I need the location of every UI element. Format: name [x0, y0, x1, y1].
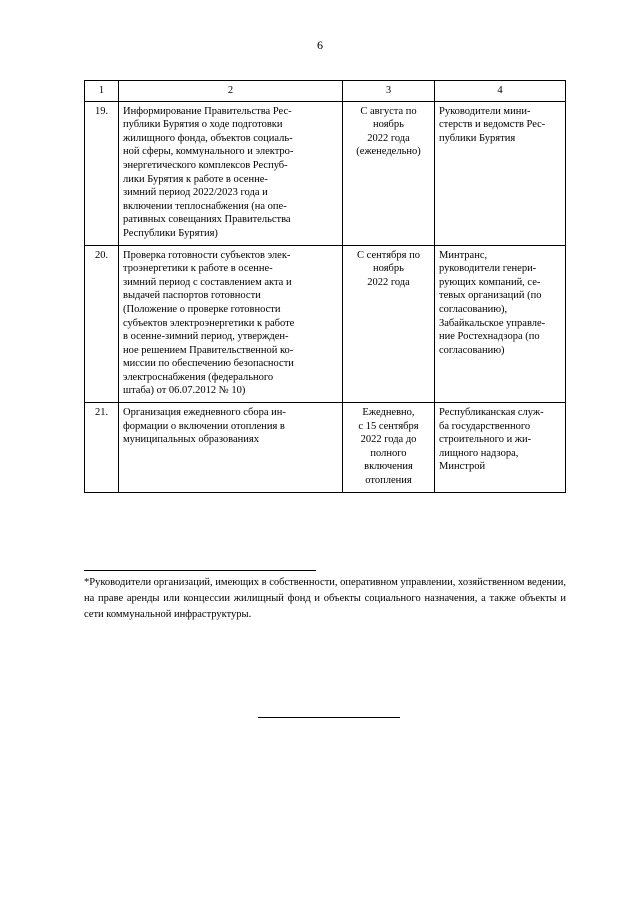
- term-line: (еженедельно): [356, 146, 421, 158]
- resp-line: руководители генери-: [439, 263, 537, 275]
- table-row: [85, 245, 566, 403]
- task-line: в осенне-зимний период, утвержден-: [123, 331, 289, 343]
- resp-line: ние Ростехнадзора (по: [439, 331, 540, 343]
- resp-line: Забайкальское управле-: [439, 317, 546, 329]
- task-line: Проверка готовности субъектов элек-: [123, 249, 291, 261]
- resp-line: согласованию),: [439, 303, 508, 315]
- term-line: 2022 года: [367, 132, 410, 144]
- term-line: включения: [364, 461, 413, 473]
- task-line: Республики Бурятия): [123, 227, 218, 239]
- task-line: жилищного фонда, объектов социаль-: [123, 132, 293, 144]
- task-line: ной сферы, коммунального и электро-: [123, 146, 294, 158]
- resp-line: публики Бурятия: [439, 132, 516, 144]
- resp-line: рующих компаний, се-: [439, 276, 541, 288]
- resp-line: тевых организаций (по: [439, 290, 542, 302]
- page-number: 6: [317, 38, 323, 52]
- header-col-2: 2: [119, 81, 343, 102]
- term-cell: [343, 245, 435, 403]
- row-number: 21.: [85, 403, 119, 493]
- resp-line: строительного и жи-: [439, 434, 532, 446]
- task-line: муниципальных образованиях: [123, 434, 259, 446]
- footnote: *Руководители организаций, имеющих в собственности, оперативном управлении, хозяйственном ведении, на праве аренды или концессии жилищный фонд и объекты социального назначения, а также объекты и сети коммунальной инфраструктуры.: [84, 577, 567, 620]
- task-line: выдачей паспортов готовности: [123, 290, 261, 302]
- plan-table: [84, 80, 566, 493]
- term-line: ноябрь: [373, 119, 404, 131]
- task-cell: [119, 245, 343, 403]
- task-line: ративных совещаниях Правительства: [123, 214, 291, 226]
- end-divider: [258, 717, 400, 718]
- task-cell: [119, 101, 343, 245]
- task-line: миссии по обеспечению безопасности: [123, 358, 294, 370]
- task-line: зимний период с составлением акта и: [123, 276, 292, 288]
- term-line: 2022 года: [367, 276, 410, 288]
- resp-line: Минстрой: [439, 461, 486, 473]
- row-number: 20.: [85, 245, 119, 403]
- term-line: с 15 сентября: [358, 420, 419, 432]
- task-line: энергетического комплексов Респуб-: [123, 159, 288, 171]
- resp-line: согласованию): [439, 344, 505, 356]
- task-line: троэнергетики к работе в осенне-: [123, 263, 273, 275]
- resp-line: стерств и ведомств Рес-: [439, 119, 546, 131]
- task-line: субъектов электроэнергетики к работе: [123, 317, 295, 329]
- task-line: лики Бурятия к работе в осенне-: [123, 173, 268, 185]
- header-col-4: 4: [435, 81, 566, 102]
- table-header-row: [85, 81, 566, 102]
- table-row: [85, 403, 566, 493]
- resp-line: Республиканская служ-: [439, 407, 544, 419]
- header-col-1: 1: [85, 81, 119, 102]
- task-line: формации о включении отопления в: [123, 420, 285, 432]
- task-line: Информирование Правительства Рес-: [123, 105, 292, 117]
- task-line: штаба) от 06.07.2012 № 10): [123, 385, 246, 397]
- task-line: (Положение о проверке готовности: [123, 303, 281, 315]
- resp-line: ба государственного: [439, 420, 531, 432]
- task-line: ное решением Правительственной ко-: [123, 344, 294, 356]
- term-cell: [343, 101, 435, 245]
- term-line: Ежедневно,: [362, 407, 415, 419]
- task-line: Организация ежедневного сбора ин-: [123, 407, 286, 419]
- task-line: электроснабжения (федерального: [123, 371, 274, 383]
- task-line: публики Бурятия о ходе подготовки: [123, 119, 283, 131]
- resp-cell: [435, 101, 566, 245]
- term-line: ноябрь: [373, 263, 404, 275]
- term-line: 2022 года до: [360, 434, 417, 446]
- task-line: включении теплоснабжения (на опе-: [123, 200, 287, 212]
- term-line: С сентября по: [357, 249, 420, 261]
- table-row: [85, 101, 566, 245]
- resp-cell: [435, 403, 566, 493]
- table-body: [85, 101, 566, 492]
- term-line: С августа по: [360, 105, 417, 117]
- term-line: отопления: [365, 475, 412, 487]
- row-number: 19.: [85, 101, 119, 245]
- term-line: полного: [370, 447, 407, 459]
- resp-line: Минтранс,: [439, 249, 488, 261]
- task-cell: [119, 403, 343, 493]
- task-line: зимний период 2022/2023 года и: [123, 187, 268, 199]
- resp-line: Руководители мини-: [439, 105, 531, 117]
- term-cell: [343, 403, 435, 493]
- resp-line: лищного надзора,: [439, 447, 519, 459]
- footnote-divider: [84, 570, 316, 571]
- header-col-3: 3: [343, 81, 435, 102]
- resp-cell: [435, 245, 566, 403]
